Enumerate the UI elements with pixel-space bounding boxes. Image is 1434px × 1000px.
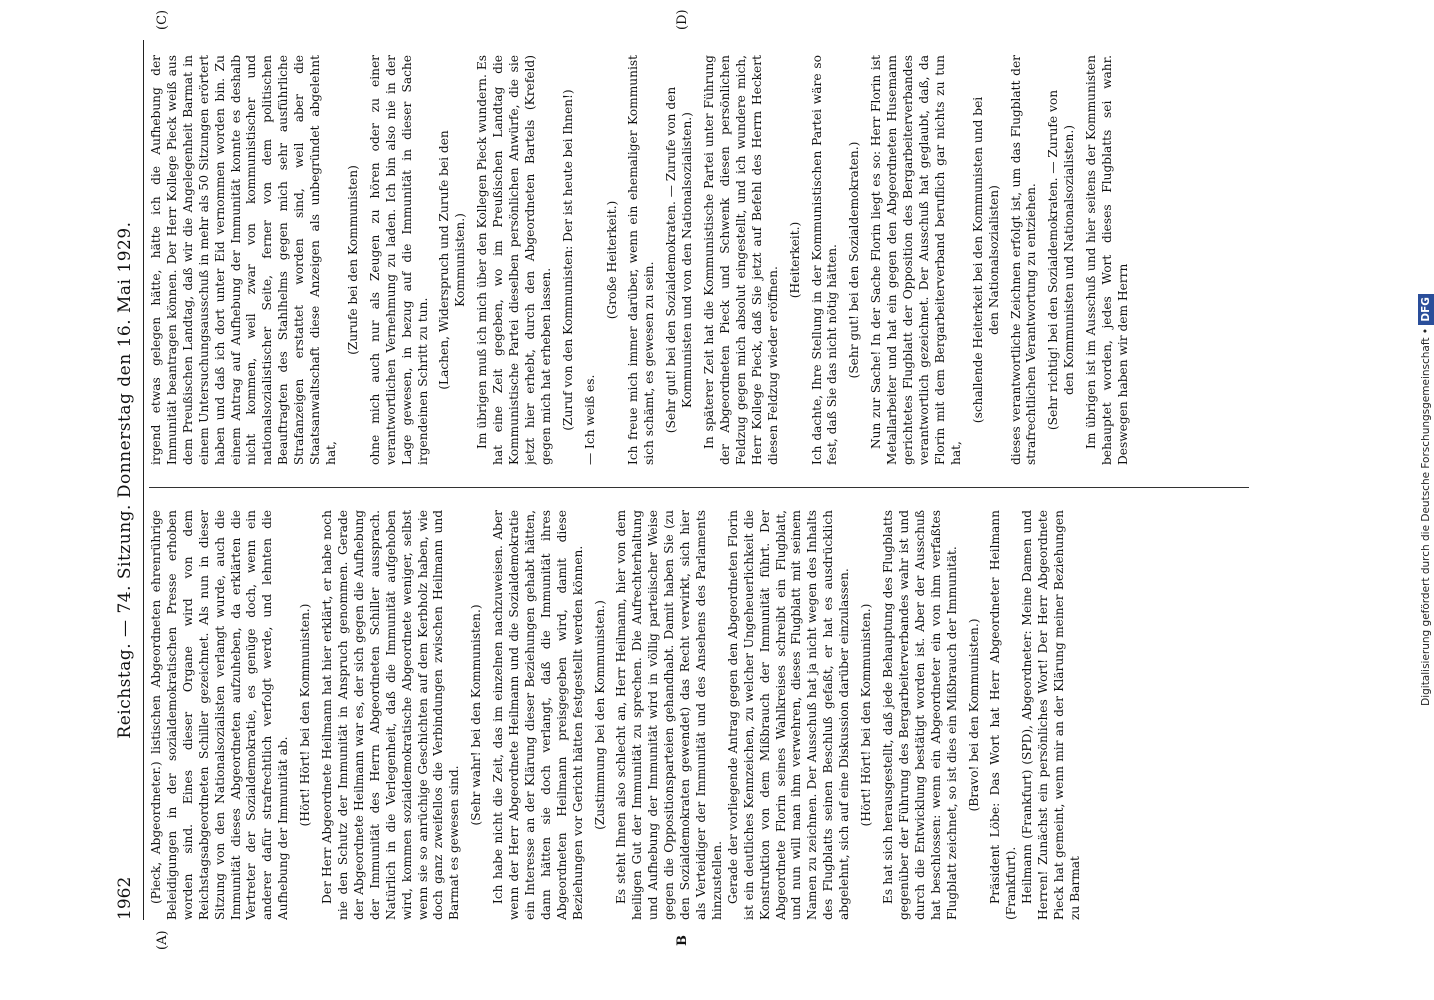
interjection: (Sehr wahr! bei den Kommunisten.) (469, 604, 484, 826)
paragraph: irgend etwas gelegen hätte, hätte ich die Aufhebung der Immunität beantragen können. Der Herr Kollege Pieck weiß aus dem Preußischen Landtag, daß wir die Angelegenheit Barmat in einem Untersuchungsausschuß in mehr als 50 Sitzungen erörtert haben und daß ich dort unter Eid vernommen worden bin. Zu einem Antrag auf Aufhebung der Immunität konnte es deshalb nicht kommen, weil zwar von kommunistischer und nationalsozialistischer Seite, ferner von dem politischen Beauftragten des Stahlhelms gegen mich sehr ausführliche Strafanzeigen erstattet worden sind, weil aber die Staatsanwaltschaft diese Anzeigen als unbegründet abgelehnt hat, (149, 55, 338, 465)
interjection: (Große Heiterkeit.) (604, 200, 619, 320)
margin-mark-b: B (675, 935, 690, 946)
interjection: (Sehr gut! bei den Sozialdemokraten. — Zurufe von den Kommunisten und von den Nationalsozialisten.) (664, 86, 695, 434)
paragraph: Ich dachte, Ihre Stellung in der Kommunistischen Partei wäre so fest, daß Sie das nicht nötig hätten. (809, 55, 840, 465)
rotated-paper-page (115, 9, 1265, 950)
interjection: (Bravo! bei den Kommunisten.) (966, 618, 981, 812)
margin-mark-c: (C) (155, 9, 170, 30)
paragraph: Heilmann (Frankfurt) (SPD), Abgeordneter: Meine Damen und Herren! Zunächst ein persönliches Wort! Der Herr Abgeordnete Pieck hat gemeint, wenn mir an der Klärung meiner Beziehungen zu Barmat (1020, 510, 1082, 920)
margin-mark-d: (D) (675, 9, 690, 30)
interjection: (Lachen, Widerspruch und Zurufe bei den Kommunisten.) (437, 130, 468, 390)
paragraph: Gerade der vorliegende Antrag gegen den Abgeordneten Florin ist ein deutliches Kennzeichen, zu welcher Ungeheuerlichkeit die Konstruktion von dem Mißbrauch der Immunität führt. Der Abgeordnete Florin seines Wahlkreises schreibt ein Flugblatt, und nun will man ihm verwehren, dieses Flugblatt mit seinem Namen zu zeichnen. Der Ausschuß hat ja nicht wegen des Inhalts des Flugblatts seinen Beschluß gefaßt, er hat es ausdrücklich abgelehnt, sich auf eine Diskussion darüber einzulassen. (725, 510, 852, 920)
paragraph: In späterer Zeit hat die Kommunistische Partei unter Führung der Abgeordneten Pieck und Schwenk diesen persönlichen Feldzug gegen mich absolut eingestellt, und ich wundere mich, Herr Kollege Pieck, daß Sie jetzt auf Befehl des Herrn Heckert diesen Feldzug wieder eröffnen. (702, 55, 780, 465)
paragraph: Nun zur Sache! In der Sache Florin liegt es so: Herr Florin ist Metallarbeiter und hat ein gegen den Abgeordneten Husemann gerichtetes Flugblatt der Opposition des Bergarbeiterverbandes verantwortlich gezeichnet. Der Ausschuß hat geglaubt, daß, da Florin mit dem Bergarbeiterverband beruflich gar nichts zu tun hat, (869, 55, 963, 465)
column-separator (149, 487, 1249, 488)
interjection: (Zurufe bei den Kommunisten) (345, 165, 360, 355)
header-rule (143, 40, 144, 920)
paragraph: — Ich weiß es. (582, 374, 597, 465)
paragraph: Es steht Ihnen also schlecht an, Herr Heilmann, hier von dem heiligen Gut der Immunität zu sprechen. Die Aufrechterhaltung und Aufhebung der Immunität wird in völlig parteiischer Weise gegen die Oppositionsparteien gehandhabt. Damit haben Sie (zu den Sozialdemokraten gewendet) das Recht verwirkt, sich hier als Verteidiger der Immunität und des Ansehens des Parlaments hinzustellen. (614, 510, 724, 920)
paragraph: ohne mich auch nur als Zeugen zu hören oder zu einer verantwortlichen Vernehmung zu laden. Ich bin also nie in der Lage gewesen, in bezug auf die Immunität in dieser Sache irgendeinen Schritt zu tun. (367, 55, 430, 465)
interjection: (Hört! Hört! bei den Kommunisten.) (298, 603, 313, 827)
interjection: (Zustimmung bei den Kommunisten.) (592, 600, 607, 830)
sidebar-credit-text: Digitalisierung gefördert durch die Deutsche Forschungsgemeinschaft (1420, 337, 1432, 706)
interjection: (Sehr gut! bei den Sozialdemokraten.) (847, 141, 862, 379)
margin-mark-a: (A) (155, 930, 170, 950)
paragraph: Der Herr Abgeordnete Heilmann hat hier erklärt, er habe noch nie den Schutz der Immunität in Anspruch genommen. Gerade der Abgeordnete Heilmann war es, der sich gegen die Aufhebung der Immunität des Herrn Abgeordneten Schiller aussprach. Natürlich in die Verlegenheit, daß die Immunität aufgehoben wird, kommen sozialdemokratische Abgeordnete weniger, selbst wenn sie so anrüchige Geschichten auf dem Kerbholz haben, wie doch ganz zweifellos die Verbindungen zwischen Heilmann und Barmat es gewesen sind. (320, 510, 462, 920)
page-number: 1962 (115, 876, 135, 920)
paragraph: dieses verantwortliche Zeichnen erfolgt ist, um das Flugblatt der strafrechtlichen Verantwortung zu entziehen. (1008, 55, 1039, 465)
paragraph: Präsident Löbe: Das Wort hat Herr Abgeordneter Heilmann (Frankfurt). (988, 510, 1019, 920)
dfg-sidebar: Digitalisierung gefördert durch die Deutsche Forschungsgemeinschaft • DFG (1418, 8, 1434, 992)
interjection: (schallende Heiterkeit bei den Kommunisten und bei den Nationalsozialisten) (970, 96, 1001, 424)
dfg-logo: DFG (1418, 294, 1434, 325)
paragraph: Ich freue mich immer darüber, wenn ein ehemaliger Kommunist sich schämt, es gewesen zu sein. (626, 55, 657, 465)
right-column (149, 55, 1259, 465)
paragraph: Im übrigen ist im Ausschuß und hier seitens der Kommunisten behauptet worden, jedes Wort dieses Flugblatts sei wahr. Deswegen haben wir dem Herrn (1084, 55, 1130, 465)
interjection: (Heiterkeit.) (787, 221, 802, 299)
paragraph: Im übrigen muß ich mich über den Kollegen Pieck wundern. Es hat eine Zeit gegeben, wo im Preußischen Landtag die Kommunistische Partei dieselben persönlichen Anwürfe, die sie jetzt hier erhebt, durch den Abgeordneten Bartels (Krefeld) gegen mich hat erheben lassen. (475, 55, 553, 465)
interjection: (Sehr richtig! bei den Sozialdemokraten. — Zurufe von den Kommunisten und Nationalsozialisten.) (1046, 89, 1077, 431)
left-column (149, 510, 1259, 920)
running-title: Reichstag. — 74. Sitzung. Donnerstag den 16. Mai 1929. (115, 221, 135, 739)
paragraph: (Pieck, Abgeordneter.) listischen Abgeordneten ehrenrührige Beleidigungen in der sozialdemokratischen Presse erhoben worden sind. Eines dieser Organe wird von dem Reichstagsabgeordneten Schiller gezeichnet. Als nun in dieser Sitzung von den Nationalsozialisten verlangt wurde, auch die Immunität dieses Abgeordneten aufzuheben, da erklärten die Vertreter der Sozialdemokratie, es genüge doch, wenn ein anderer dafür strafrechtlich verfolgt werde, und lehnten die Aufhebung der Immunität ab. (149, 510, 291, 920)
interjection: (Hört! Hört! bei den Kommunisten.) (859, 603, 874, 827)
paragraph: Es hat sich herausgestellt, daß jede Behauptung des Flugblatts gegenüber der Führung des Bergarbeiterverbandes wahr ist und durch die Entwicklung bestätigt worden ist. Aber der Ausschuß hat beschlossen: wenn ein Abgeordneter ein von ihm verfaßtes Flugblatt zeichnet, so ist dies ein Mißbrauch der Immunität. (880, 510, 959, 920)
interjection: (Zuruf von den Kommunisten: Der ist heute bei Ihnen!) (560, 89, 575, 431)
paragraph: Ich habe nicht die Zeit, das im einzelnen nachzuweisen. Aber wenn der Herr Abgeordnete Heilmann und die Sozialdemokratie ein Interesse an der Klärung dieser Beziehungen gehabt hätten, dann hätten sie doch verlangt, daß die Immunität ihres Abgeordneten Heilmann preisgegeben wird, damit diese Beziehungen vor Gericht hätten festgestellt werden können. (491, 510, 585, 920)
page-header (115, 40, 141, 920)
